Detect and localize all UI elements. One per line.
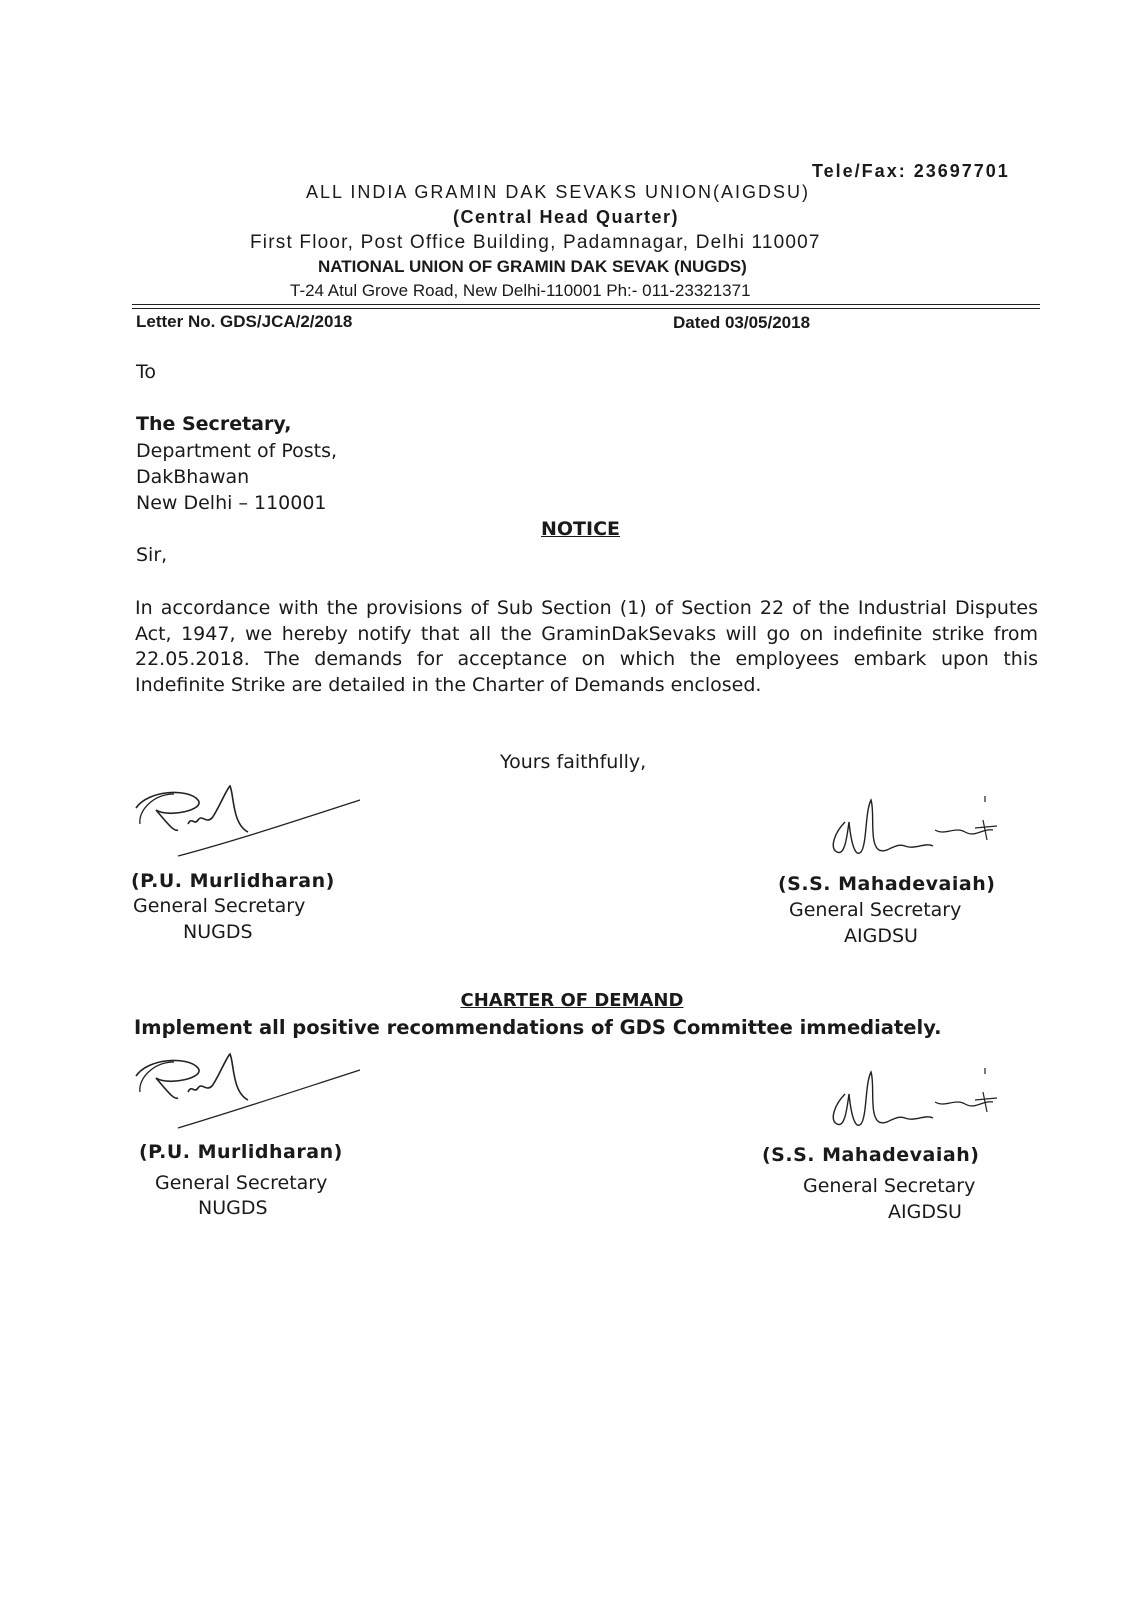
org1-address: First Floor, Post Office Building, Padamnagar, Delhi 110007 (250, 232, 821, 253)
notice-heading: NOTICE (541, 518, 621, 540)
charter-heading-text: CHARTER OF DEMAND (460, 990, 684, 1011)
recipient-line: DakBhawan (136, 466, 250, 488)
signatory-designation-left: General Secretary (133, 895, 306, 917)
signatory-union-right: AIGDSU (844, 925, 918, 947)
to-label: To (136, 361, 157, 383)
signatory-name-right: (S.S. Mahadevaiah) (778, 873, 996, 895)
signature-right-2 (815, 1064, 1015, 1144)
letter-number: Letter No. GDS/JCA/2/2018 (136, 312, 353, 331)
signatory-union-right: AIGDSU (888, 1201, 962, 1223)
header-rule-top (132, 304, 1040, 305)
signatory-name-left: (P.U. Murlidharan) (139, 1141, 343, 1163)
org1-name-text: ALL INDIA GRAMIN DAK SEVAKS UNION(AIGDSU) (305, 182, 811, 202)
signatory-name-left: (P.U. Murlidharan) (131, 870, 335, 892)
header-rule-bottom (132, 308, 1040, 309)
org2-name: NATIONAL UNION OF GRAMIN DAK SEVAK (NUGDS) (318, 257, 747, 276)
notice-body: In accordance with the provisions of Sub Section (1) of Section 22 of the Industrial Disputes Act, 1947, we hereby notify that all the GraminDakSevaks will go on indefinite strike from 22.05.2018. The demands for acceptance on which the employees embark upon this Indefinite Strike are detailed in the Charter of Demands enclosed. (135, 597, 1038, 696)
signature-left-2 (128, 1048, 368, 1138)
signatory-union-left: NUGDS (198, 1197, 268, 1219)
signatory-designation-right: General Secretary (803, 1175, 976, 1197)
org2-address: T-24 Atul Grove Road, New Delhi-110001 Ph:- 011-23321371 (290, 281, 751, 300)
signatory-name-right: (S.S. Mahadevaiah) (762, 1144, 980, 1166)
closing: Yours faithfully, (500, 751, 647, 773)
recipient-line: Department of Posts, (136, 440, 338, 462)
recipient-title: The Secretary, (136, 413, 292, 435)
charter-heading (0, 990, 1132, 1011)
salutation: Sir, (136, 544, 168, 566)
charter-demand: Implement all positive recommendations of GDS Committee immediately. (134, 1016, 942, 1039)
tele-fax: Tele/Fax: 23697701 (812, 161, 1010, 181)
org1-name (0, 182, 1132, 203)
recipient-line: New Delhi – 110001 (136, 492, 327, 514)
signatory-union-left: NUGDS (183, 921, 253, 943)
letter-date: Dated 03/05/2018 (673, 313, 811, 332)
signature-left-1 (128, 780, 368, 865)
org1-hq: (Central Head Quarter) (452, 207, 680, 227)
signatory-designation-right: General Secretary (789, 899, 962, 921)
signatory-designation-left: General Secretary (155, 1172, 328, 1194)
signature-right-1 (815, 792, 1015, 872)
